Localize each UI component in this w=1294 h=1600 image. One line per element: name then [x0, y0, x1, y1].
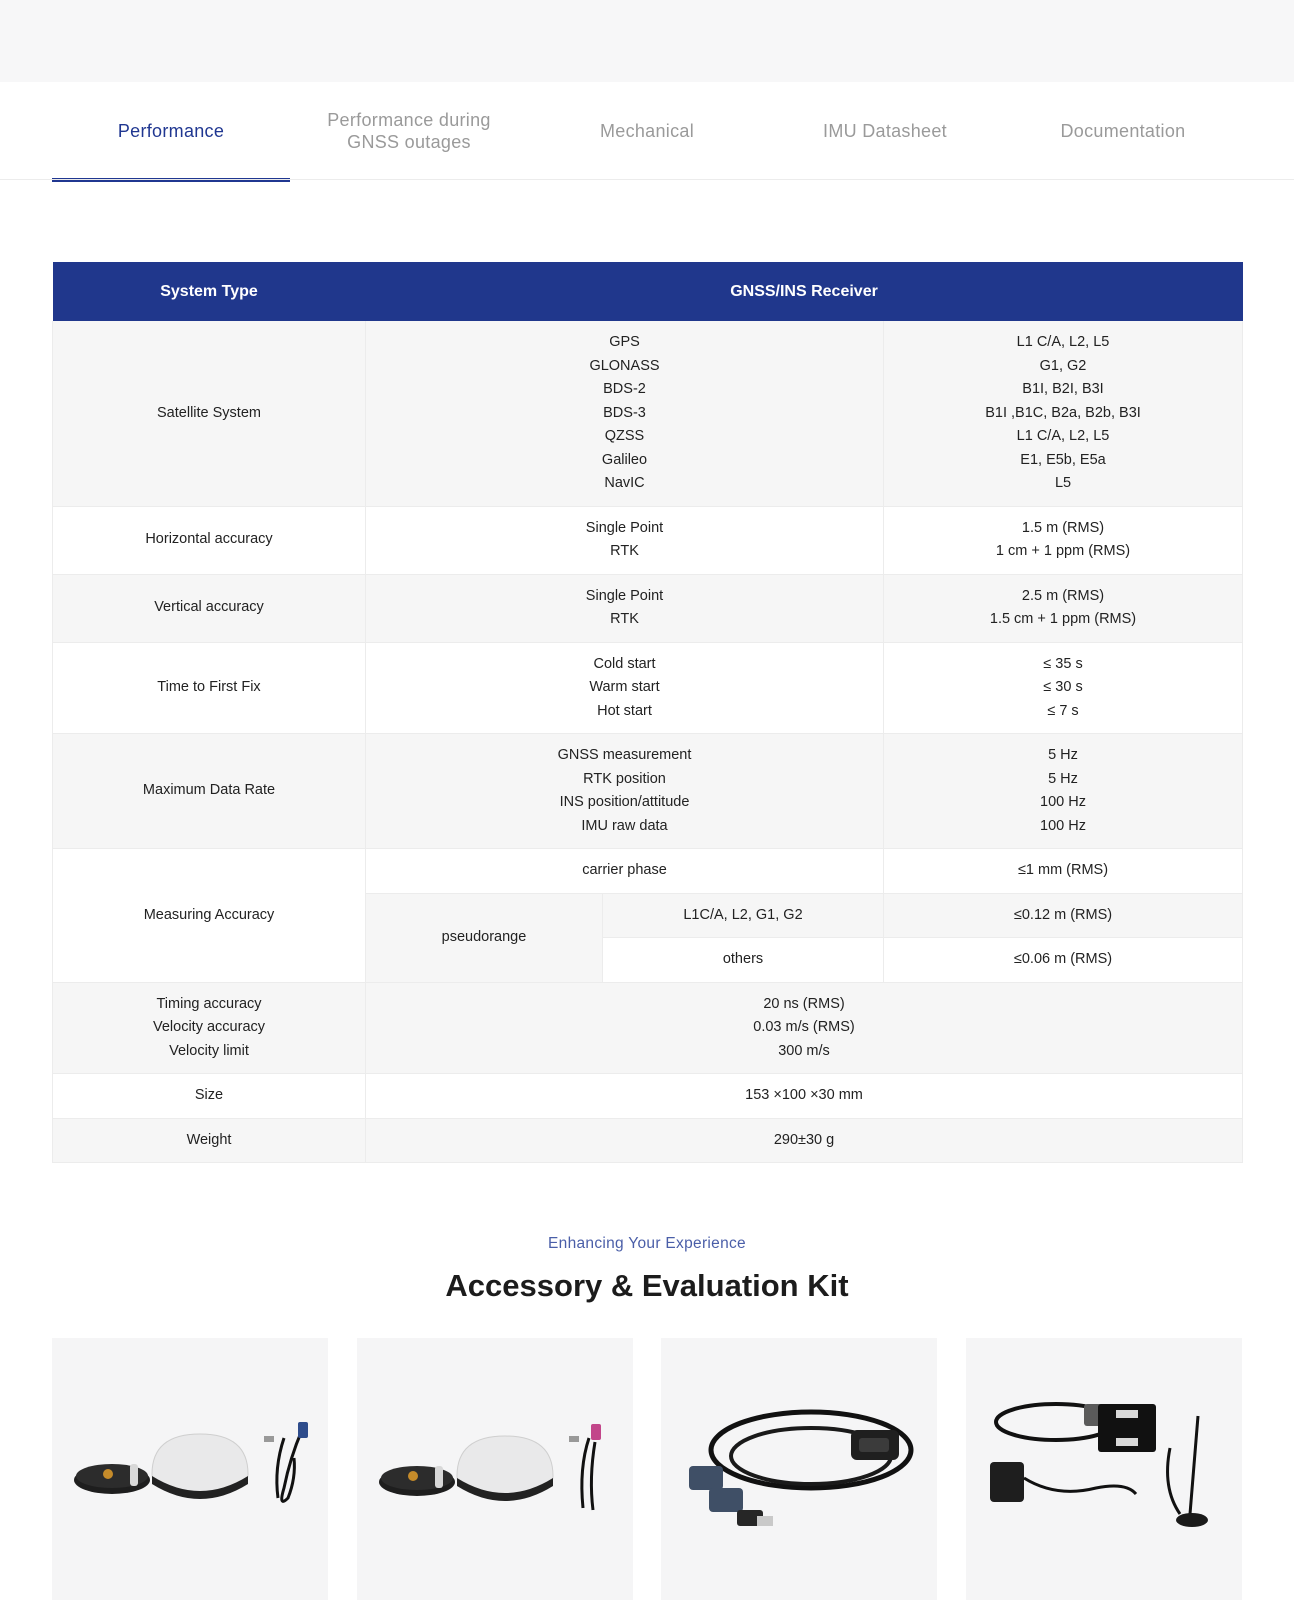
satellite-system: NavIC: [604, 475, 645, 491]
mode-text: RTK: [610, 543, 639, 559]
satellite-system: GPS: [609, 334, 640, 350]
row-timing-velocity: [53, 982, 1243, 1074]
mode-text: Hot start: [597, 702, 652, 719]
gnss-antenna-image: [357, 1338, 633, 1600]
value-text: 100 Hz: [1040, 817, 1086, 834]
gnss-antenna-image: [52, 1338, 328, 1600]
mode-text: Cold start: [593, 655, 656, 672]
spec-table: [52, 262, 1243, 1163]
horizontal-values-cell: [884, 506, 1243, 574]
tab-documentation[interactable]: [1004, 82, 1242, 180]
satellite-system: GLONASS: [589, 357, 660, 374]
row-time-to-first-fix: [53, 642, 1243, 734]
ttff-values-cell: [884, 642, 1243, 734]
kit-card-antenna-blue[interactable]: [52, 1338, 328, 1600]
tab-label: Mechanical: [599, 121, 695, 141]
data-rate-modes-cell: [366, 734, 884, 849]
spec-header-row: [53, 262, 1243, 321]
carrier-phase-value: ≤1 mm (RMS): [884, 849, 1243, 894]
row-size: [53, 1074, 1243, 1119]
satellite-signals-cell: [884, 321, 1243, 506]
kit-card-evaluation-kit[interactable]: [966, 1338, 1242, 1600]
pseudorange-value: ≤0.12 m (RMS): [884, 893, 1243, 938]
satellite-systems-cell: [366, 321, 884, 506]
row-label: Size: [53, 1074, 366, 1119]
value-text: 5 Hz: [1048, 770, 1078, 787]
row-label: Time to First Fix: [53, 642, 366, 734]
header-system-type: System Type: [53, 262, 366, 321]
value-text: 20 ns (RMS): [763, 995, 845, 1012]
weight-value: 290±30 g: [366, 1118, 1243, 1163]
satellite-signal: L1 C/A, L2, L5: [1016, 334, 1110, 350]
size-value: 153 ×100 ×30 mm: [366, 1074, 1243, 1119]
satellite-signal: B1I, B2I, B3I: [1022, 381, 1104, 397]
tab-mechanical[interactable]: [528, 82, 766, 180]
mode-text: RTK: [610, 611, 639, 627]
evaluation-kit-image: [966, 1338, 1242, 1600]
value-text: 1 cm + 1 ppm (RMS): [995, 543, 1131, 559]
mode-text: Single Point: [585, 519, 664, 536]
header-gnss-ins-receiver: GNSS/INS Receiver: [366, 262, 1243, 321]
satellite-signal: L5: [1054, 475, 1072, 491]
tab-label: Performance: [117, 121, 225, 141]
top-banner-band: [0, 0, 1294, 82]
vertical-values-cell: [884, 574, 1243, 642]
row-satellite-system: [53, 321, 1243, 506]
value-text: ≤ 7 s: [1047, 702, 1079, 719]
value-text: 2.5 m (RMS): [1021, 587, 1105, 604]
pseudorange-signal: others: [603, 938, 884, 983]
value-text: 5 Hz: [1048, 747, 1078, 763]
value-text: ≤ 30 s: [1043, 679, 1083, 695]
satellite-signal: B1I ,B1C, B2a, B2b, B3I: [985, 404, 1141, 421]
satellite-system: Galileo: [601, 451, 648, 468]
horizontal-modes-cell: [366, 506, 884, 574]
pseudorange-value: ≤0.06 m (RMS): [884, 938, 1243, 983]
row-label: Velocity accuracy: [152, 1019, 266, 1035]
row-horizontal-accuracy: [53, 506, 1243, 574]
mode-text: IMU raw data: [581, 817, 668, 834]
timing-values-cell: [366, 982, 1243, 1074]
value-text: 100 Hz: [1040, 794, 1086, 810]
tab-performance[interactable]: [52, 82, 290, 180]
satellite-system: BDS-3: [603, 404, 646, 421]
tab-performance-gnss-outages[interactable]: [290, 82, 528, 180]
value-text: ≤ 35 s: [1043, 655, 1083, 672]
row-label-group: [53, 982, 366, 1074]
value-text: 0.03 m/s (RMS): [753, 1019, 855, 1035]
value-text: 1.5 cm + 1 ppm (RMS): [989, 611, 1137, 627]
mode-text: GNSS measurement: [557, 747, 692, 763]
accessory-kit-list: [52, 1338, 1242, 1600]
mode-text: Warm start: [589, 679, 660, 695]
tab-label: IMU Datasheet: [823, 121, 947, 141]
satellite-system: QZSS: [604, 428, 645, 444]
row-vertical-accuracy: [53, 574, 1243, 642]
row-label: Weight: [53, 1118, 366, 1163]
tab-label: Documentation: [1060, 121, 1186, 141]
vertical-modes-cell: [366, 574, 884, 642]
kit-card-serial-cable[interactable]: [661, 1338, 937, 1600]
satellite-system: BDS-2: [603, 381, 646, 397]
row-weight: [53, 1118, 1243, 1163]
row-measuring-carrier: [53, 849, 1243, 894]
ttff-modes-cell: [366, 642, 884, 734]
value-text: 300 m/s: [778, 1042, 830, 1059]
mode-text: Single Point: [585, 587, 664, 604]
value-text: 1.5 m (RMS): [1021, 519, 1105, 536]
row-label: Velocity limit: [169, 1042, 249, 1059]
row-maximum-data-rate: [53, 734, 1243, 849]
tabs-divider: [0, 179, 1294, 180]
row-label: Timing accuracy: [156, 995, 262, 1012]
row-label: Horizontal accuracy: [53, 506, 366, 574]
row-label: Vertical accuracy: [53, 574, 366, 642]
row-label: Measuring Accuracy: [53, 849, 366, 983]
tab-label: Performance during GNSS outages: [327, 110, 491, 152]
kit-card-antenna-pink[interactable]: [357, 1338, 633, 1600]
serial-cable-image: [661, 1338, 937, 1600]
spec-tabs: [52, 82, 1242, 180]
section-subtitle: Enhancing Your Experience: [548, 1235, 746, 1252]
satellite-signal: G1, G2: [1039, 357, 1087, 374]
satellite-signal: E1, E5b, E5a: [1020, 451, 1106, 468]
section-title: Accessory & Evaluation Kit: [445, 1268, 849, 1303]
carrier-phase-label: carrier phase: [366, 849, 884, 894]
tab-imu-datasheet[interactable]: [766, 82, 1004, 180]
pseudorange-signal: L1C/A, L2, G1, G2: [603, 893, 884, 938]
pseudorange-label: pseudorange: [366, 893, 603, 982]
data-rate-values-cell: [884, 734, 1243, 849]
mode-text: INS position/attitude: [559, 794, 690, 810]
satellite-signal: L1 C/A, L2, L5: [1016, 428, 1110, 444]
row-label: Satellite System: [53, 321, 366, 506]
mode-text: RTK position: [583, 770, 666, 787]
row-label: Maximum Data Rate: [53, 734, 366, 849]
